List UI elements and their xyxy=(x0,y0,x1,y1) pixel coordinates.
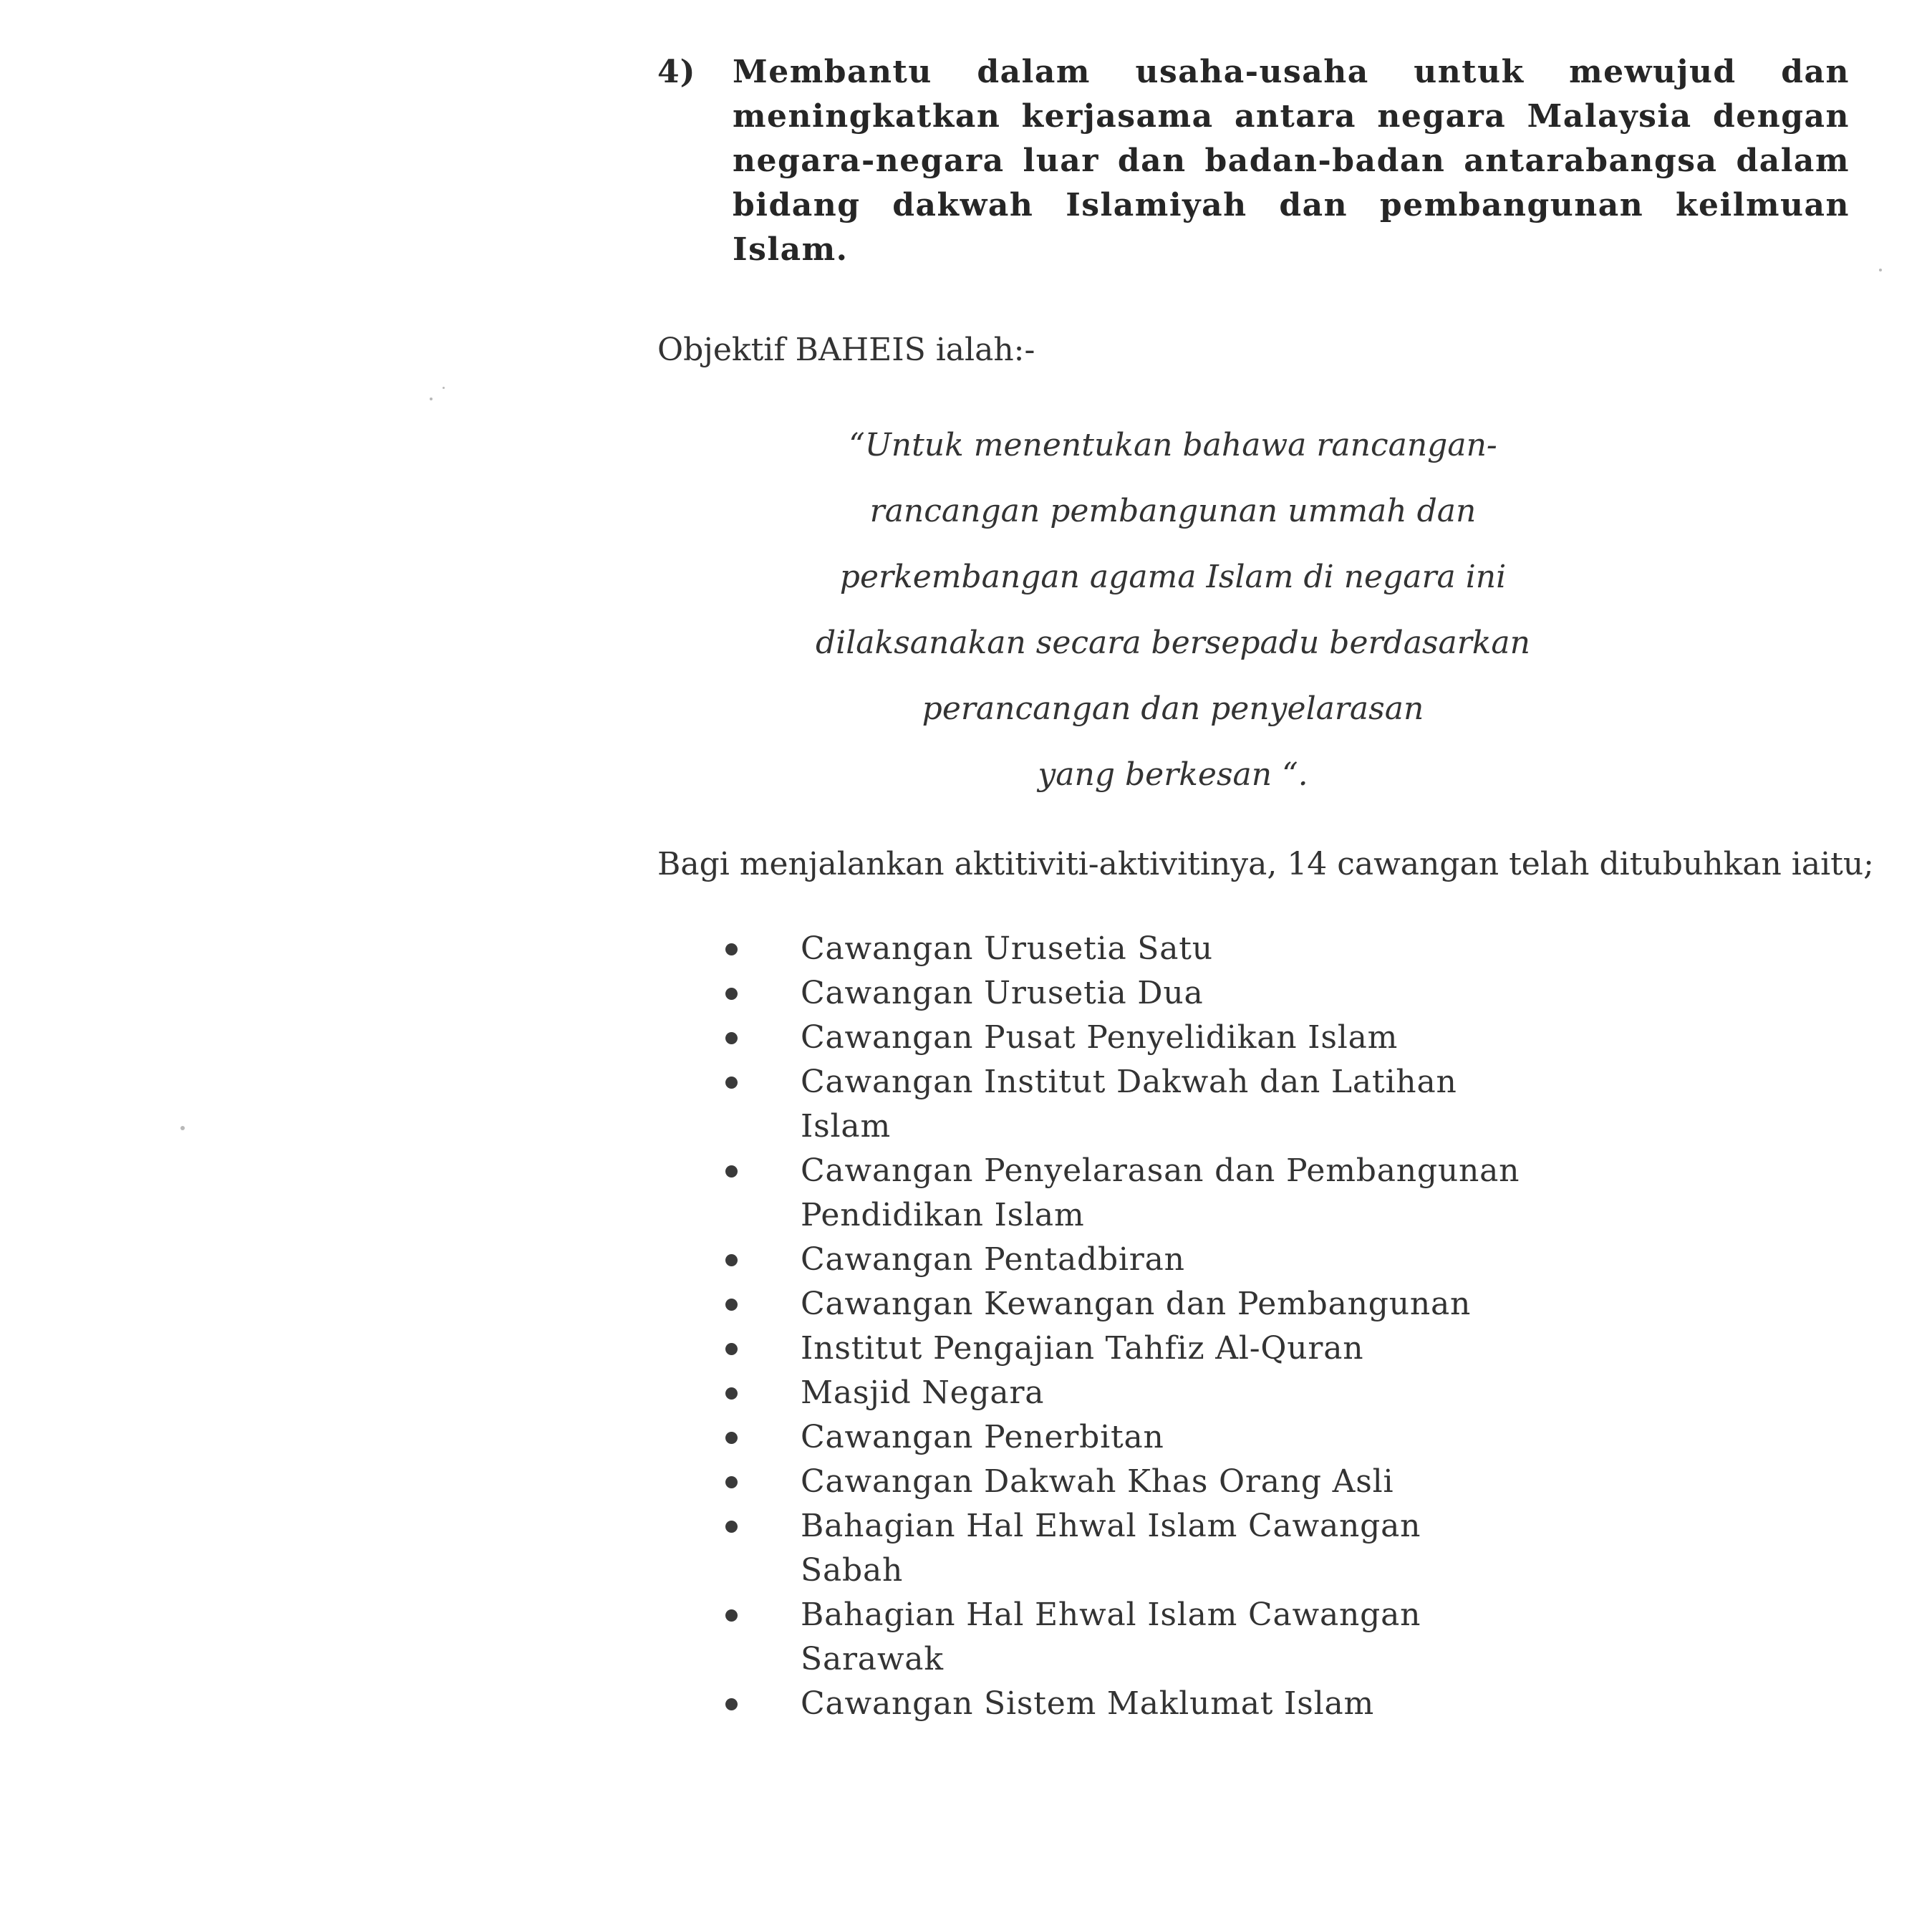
objective-heading: Objektif BAHEIS ialah:- xyxy=(657,332,1035,368)
scan-speck xyxy=(430,398,433,400)
list-item xyxy=(725,1149,1850,1238)
bullet-icon xyxy=(725,1343,738,1355)
list-item-label: Bahagian Hal Ehwal Islam Cawangan Sabah xyxy=(801,1508,1421,1589)
list-item xyxy=(725,1282,1850,1326)
list-item-label: Institut Pengajian Tahfiz Al-Quran xyxy=(801,1330,1364,1367)
bullet-icon xyxy=(725,1299,738,1311)
list-item xyxy=(725,1238,1850,1282)
list-item xyxy=(725,971,1850,1016)
bullet-icon xyxy=(725,1521,738,1533)
scan-speck xyxy=(180,1126,185,1130)
quote-line: perkembangan agama Islam di negara ini xyxy=(839,559,1507,595)
list-item-label: Cawangan Institut Dakwah dan Latihan Islam xyxy=(801,1064,1457,1145)
quote-line: yang berkesan “. xyxy=(1038,756,1308,793)
bullet-icon xyxy=(725,1165,738,1178)
item-number: 4) xyxy=(657,54,696,90)
branches-intro: Bagi menjalankan aktitiviti-aktivitinya, 14 cawangan telah ditubuhkan iaitu; xyxy=(657,846,1875,882)
quote-line: “Untuk menentukan bahawa rancangan- xyxy=(849,427,1497,463)
list-item xyxy=(725,1460,1850,1504)
item-text: Membantu dalam usaha-usaha untuk mewujud dan meningkatkan kerjasama antara negara Malaysia dengan negara-negara luar dan badan-badan antarabangsa dalam bidang dakwah Islamiyah dan pembangunan keilmuan Islam. xyxy=(733,54,1850,268)
list-item-label: Cawangan Urusetia Satu xyxy=(801,930,1213,967)
document-body xyxy=(657,50,1875,1726)
list-item-label: Cawangan Penerbitan xyxy=(801,1419,1164,1455)
list-item xyxy=(725,1326,1850,1371)
quote-line: rancangan pembangunan ummah dan xyxy=(869,493,1477,529)
list-item-label: Cawangan Dakwah Khas Orang Asli xyxy=(801,1463,1394,1500)
objective-quote xyxy=(811,413,1535,808)
list-item xyxy=(725,1371,1850,1415)
numbered-item-4 xyxy=(657,50,1850,272)
list-item xyxy=(725,1504,1850,1593)
bullet-icon xyxy=(725,1254,738,1266)
list-item-label: Cawangan Pusat Penyelidikan Islam xyxy=(801,1019,1399,1056)
bullet-icon xyxy=(725,1698,738,1710)
list-item xyxy=(725,1682,1850,1726)
bullet-icon xyxy=(725,1032,738,1044)
quote-line: perancangan dan penyelarasan xyxy=(922,690,1424,727)
bullet-icon xyxy=(725,1387,738,1400)
bullet-icon xyxy=(725,943,738,955)
bullet-icon xyxy=(725,1609,738,1622)
branch-list xyxy=(657,927,1850,1726)
list-item xyxy=(725,1593,1850,1682)
list-item xyxy=(725,1060,1850,1149)
scan-speck xyxy=(1879,269,1882,271)
bullet-icon xyxy=(725,1476,738,1488)
list-item xyxy=(725,1016,1850,1060)
bullet-icon xyxy=(725,1432,738,1444)
quote-line: dilaksanakan secara bersepadu berdasarkan xyxy=(815,625,1530,661)
list-item-label: Cawangan Penyelarasan dan Pembangunan Pendidikan Islam xyxy=(801,1152,1520,1233)
list-item-label: Bahagian Hal Ehwal Islam Cawangan Sarawak xyxy=(801,1597,1421,1677)
bullet-icon xyxy=(725,1077,738,1089)
list-item-label: Cawangan Pentadbiran xyxy=(801,1241,1185,1278)
list-item-label: Cawangan Urusetia Dua xyxy=(801,975,1204,1011)
scan-speck xyxy=(443,387,445,389)
list-item-label: Masjid Negara xyxy=(801,1374,1045,1411)
list-item xyxy=(725,1415,1850,1460)
list-item-label: Cawangan Kewangan dan Pembangunan xyxy=(801,1286,1472,1322)
list-item xyxy=(725,927,1850,971)
bullet-icon xyxy=(725,988,738,1000)
list-item-label: Cawangan Sistem Maklumat Islam xyxy=(801,1685,1375,1722)
